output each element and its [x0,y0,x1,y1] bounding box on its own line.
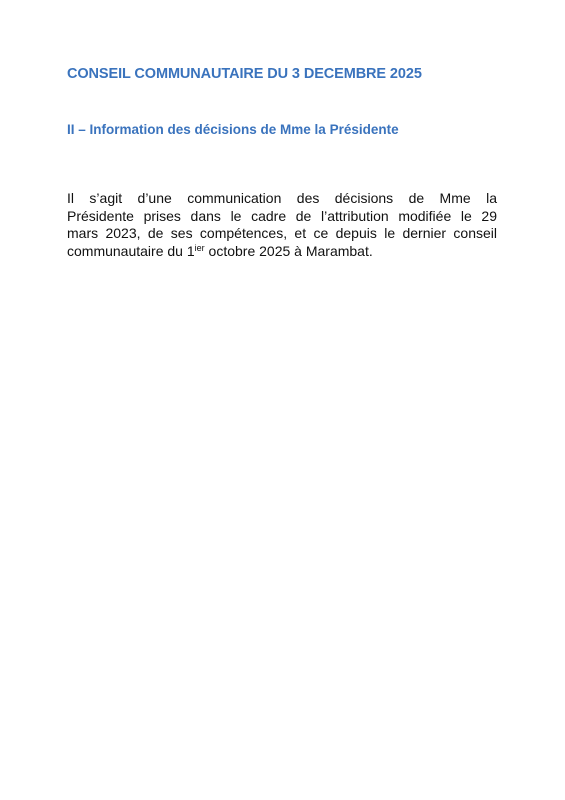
document-title: CONSEIL COMMUNAUTAIRE DU 3 DECEMBRE 2025 [67,66,422,82]
paragraph-line-1: Il s’agit d’une communication des décisions de Mme la [67,190,497,206]
paragraph-line-4-end: octobre 2025 à Marambat. [204,242,373,259]
ordinal-superscript: ier [194,242,205,253]
paragraph-line-3: mars 2023, de ses compétences, et ce depuis le dernier conseil [67,225,497,242]
paragraph-line-2: Présidente prises dans le cadre de l’attribution modifiée le 29 [67,207,497,224]
paragraph-line-4-start: communautaire du 1 [67,242,195,259]
section-heading: II – Information des décisions de Mme la Présidente [67,122,399,137]
paragraph-line-4 [67,243,497,261]
body-paragraph [67,190,497,260]
